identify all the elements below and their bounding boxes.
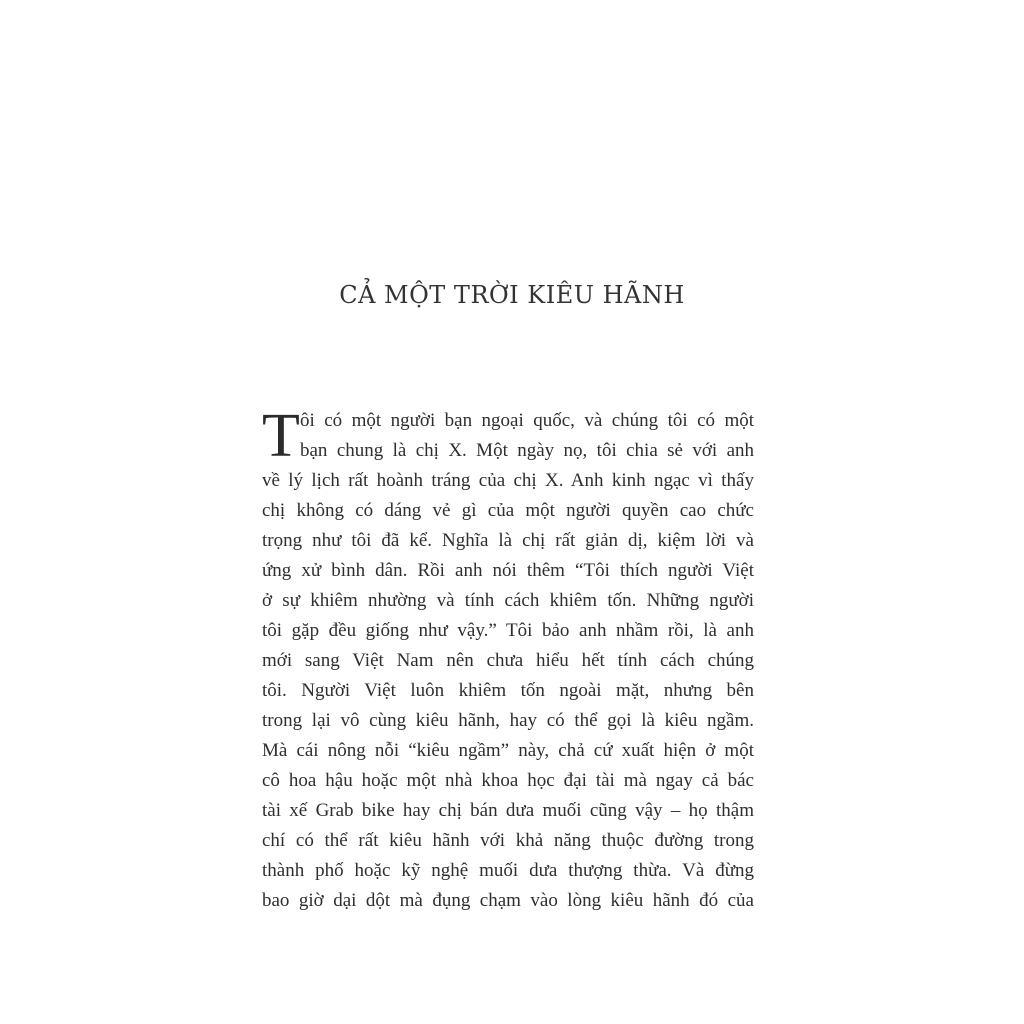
text-line: trong lại vô cùng kiêu hãnh, hay có thể gọi là kiêu ngầm.	[262, 710, 754, 731]
text-line: về lý lịch rất hoành tráng của chị X. Anh kinh ngạc vì thấy	[262, 470, 754, 491]
text-line: mới sang Việt Nam nên chưa hiểu hết tính cách chúng	[262, 650, 754, 671]
text-line: bạn chung là chị X. Một ngày nọ, tôi chia sẻ với anh	[300, 440, 754, 461]
text-line: tài xế Grab bike hay chị bán dưa muối cũng vậy – họ thậm	[262, 800, 754, 821]
text-line: ôi có một người bạn ngoại quốc, và chúng tôi có một	[300, 410, 754, 431]
drop-cap-block	[262, 402, 754, 470]
text-line: thành phố hoặc kỹ nghệ muối dưa thượng thừa. Và đừng	[262, 860, 754, 881]
chapter-title: CẢ MỘT TRỜI KIÊU HÃNH	[339, 281, 685, 309]
text-line: Mà cái nông nỗi “kiêu ngầm” này, chả cứ xuất hiện ở một	[262, 740, 754, 761]
text-line: trọng như tôi đã kể. Nghĩa là chị rất giản dị, kiệm lời và	[262, 530, 754, 551]
chapter-body	[262, 402, 754, 916]
text-line: bao giờ dại dột mà đụng chạm vào lòng kiêu hãnh đó của	[262, 890, 754, 911]
drop-cap-letter: T	[262, 402, 300, 470]
text-line: tôi. Người Việt luôn khiêm tốn ngoài mặt, nhưng bên	[262, 680, 754, 701]
text-line: cô hoa hậu hoặc một nhà khoa học đại tài mà ngay cả bác	[262, 770, 754, 791]
text-line: ở sự khiêm nhường và tính cách khiêm tốn. Những người	[262, 590, 754, 611]
text-line: chí có thể rất kiêu hãnh với khả năng thuộc đường trong	[262, 830, 754, 851]
text-line: chị không có dáng vẻ gì của một người quyền cao chức	[262, 500, 754, 521]
text-line: tôi gặp đều giống như vậy.” Tôi bảo anh nhầm rồi, là anh	[262, 620, 754, 641]
text-line: ứng xử bình dân. Rồi anh nói thêm “Tôi thích người Việt	[262, 560, 754, 581]
